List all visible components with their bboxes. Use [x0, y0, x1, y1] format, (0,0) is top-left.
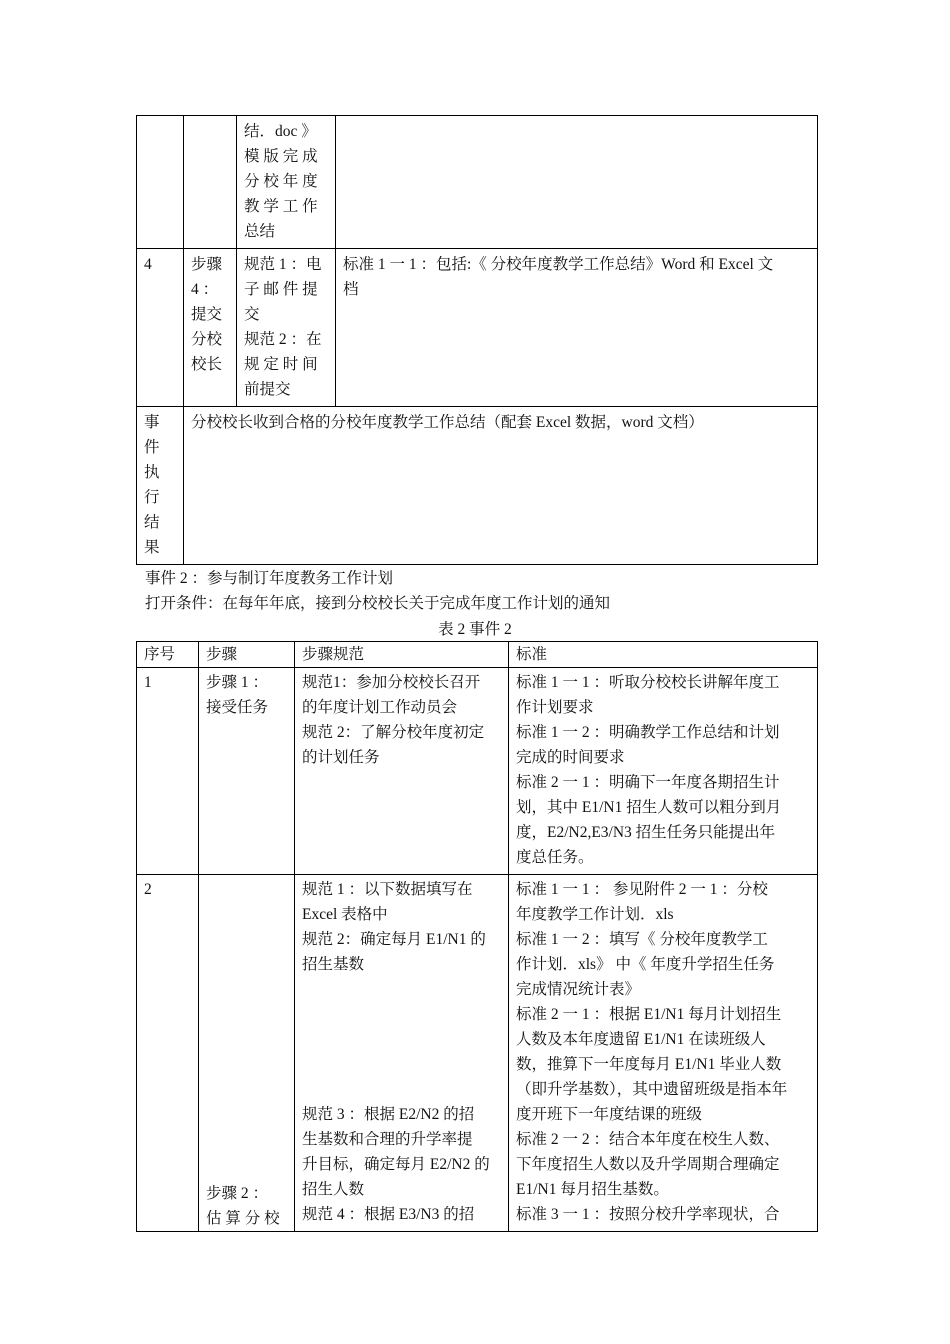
standard-line: 标准 1 一 1 ： 参见附件 2 一 1 ：分校 — [516, 881, 768, 898]
standard-line: 作计划．xls》 中《 年度升学招生任务 — [516, 956, 775, 973]
spec-line: 规 定 时 间 — [244, 356, 318, 373]
row-spec-cell — [295, 875, 509, 1232]
step-line: 估 算 分 校 — [206, 1210, 280, 1227]
result-label-char: 结 — [144, 514, 160, 531]
spec-line: 模 版 完 成 — [244, 148, 318, 165]
spec-line: 规范1：参加分校校长召开 — [302, 674, 481, 691]
step-line: 校长 — [191, 356, 223, 373]
result-label-char: 事 — [144, 414, 160, 431]
standard-line: 数，推算下一年度每月 E1/N1 毕业人数 — [516, 1056, 782, 1073]
header-spec: 步骤规范 — [295, 642, 509, 668]
standard-line: 完成情况统计表》 — [516, 981, 641, 998]
spec-line: 生基数和合理的升学率提 — [302, 1131, 473, 1148]
event2-title: 事件 2 ：参与制订年度教务工作计划 — [145, 570, 394, 587]
spec-line: 前提交 — [244, 381, 291, 398]
standard-line: 标准 1 一 1 ：听取分校校长讲解年度工 — [516, 674, 780, 691]
standard-line: 度总任务。 — [516, 849, 594, 866]
spec-line: 的年度计划工作动员会 — [302, 699, 458, 716]
spec-line: 规范 3 ：根据 E2/N2 的招 — [302, 1106, 475, 1123]
row-no-cell: 4 — [137, 249, 184, 407]
spec-line: 招生人数 — [302, 1181, 365, 1198]
step-line: 步骤 1 ： — [206, 674, 269, 691]
event2-open-condition: 打开条件：在每年年底，接到分校校长关于完成年度工作计划的通知 — [145, 595, 611, 612]
result-label-char: 件 — [144, 439, 160, 456]
spec-line: Excel 表格中 — [302, 906, 388, 923]
standard-line: 划，其中 E1/N1 招生人数可以粗分到月 — [516, 799, 782, 816]
standard-line: 完成的时间要求 — [516, 749, 625, 766]
table-row — [137, 116, 818, 249]
row-step-cell — [184, 116, 237, 249]
step-line: 步骤 — [191, 256, 223, 273]
spec-line: 交 — [244, 306, 260, 323]
step-line: 提交 — [191, 306, 223, 323]
standard-line: 标准 3 一 1 ：按照分校升学率现状，合 — [516, 1206, 780, 1223]
standard-line: 下年度招生人数以及升学周期合理确定 — [516, 1156, 780, 1173]
standard-line: 标准 2 一 2 ：结合本年度在校生人数、 — [516, 1131, 780, 1148]
standard-line: 标准 2 一 1 ：明确下一年度各期招生计 — [516, 774, 780, 791]
standard-line: 作计划要求 — [516, 699, 594, 716]
result-label-char: 果 — [144, 539, 160, 556]
row-no-cell: 2 — [137, 875, 199, 1232]
step-line: 4 ： — [191, 281, 219, 298]
spec-spacer — [302, 977, 501, 1102]
row-spec-cell — [237, 249, 336, 407]
standard-line: 标准 1 一 2 ：明确教学工作总结和计划 — [516, 724, 780, 741]
table2-caption: 表 2 事件 2 — [438, 621, 512, 638]
spec-line: 规范 2 ：在 — [244, 331, 322, 348]
standard-line: E1/N1 每月招生基数。 — [516, 1181, 669, 1198]
standard-line: 标准 1 一 1 ：包括:《 分校年度教学工作总结》Word 和 Excel 文 — [343, 256, 774, 273]
step-line: 分校 — [191, 331, 223, 348]
step-line: 步骤 2 ： — [206, 1185, 269, 1202]
standard-line: 人数及本年度遗留 E1/N1 在读班级人 — [516, 1031, 766, 1048]
header-standard: 标准 — [509, 642, 818, 668]
row-step-cell — [184, 249, 237, 407]
table-row — [137, 668, 818, 875]
row-spec-cell — [295, 668, 509, 875]
row-standard-cell — [336, 116, 818, 249]
spec-line: 教 学 工 作 — [244, 198, 318, 215]
result-text-cell: 分校校长收到合格的分校年度教学工作总结（配套 Excel 数据，word 文档） — [184, 407, 818, 565]
standard-line: （即升学基数），其中遗留班级是指本年 — [516, 1081, 788, 1098]
spec-line: 升目标，确定每月 E2/N2 的 — [302, 1156, 490, 1173]
row-standard-cell — [509, 875, 818, 1232]
row-step-cell — [199, 875, 295, 1232]
spec-line: 规范 2：确定每月 E1/N1 的 — [302, 931, 486, 948]
table-row — [137, 407, 818, 565]
standard-line: 标准 2 一 1 ：根据 E1/N1 每月计划招生 — [516, 1006, 782, 1023]
standard-line: 年度教学工作计划．xls — [516, 906, 674, 923]
table-row — [137, 249, 818, 407]
event1-table — [136, 115, 818, 565]
spec-line: 子 邮 件 提 — [244, 281, 318, 298]
spec-line: 规范 2：了解分校年度初定 — [302, 724, 485, 741]
spec-line: 结．doc 》 — [244, 123, 317, 140]
row-standard-cell — [336, 249, 818, 407]
row-no-cell: 1 — [137, 668, 199, 875]
row-step-cell — [199, 668, 295, 875]
spec-line: 分 校 年 度 — [244, 173, 318, 190]
row-standard-cell — [509, 668, 818, 875]
table-row — [137, 875, 818, 1232]
row-no-cell — [137, 116, 184, 249]
header-step: 步骤 — [199, 642, 295, 668]
spec-line: 招生基数 — [302, 956, 365, 973]
spec-line: 的计划任务 — [302, 749, 380, 766]
spec-line: 规范 1 ：以下数据填写在 — [302, 881, 473, 898]
result-label-cell — [137, 407, 184, 565]
header-no: 序号 — [137, 642, 199, 668]
event2-table — [136, 641, 818, 1232]
row-spec-cell — [237, 116, 336, 249]
standard-line: 度开班下一年度结课的班级 — [516, 1106, 703, 1123]
result-label-char: 行 — [144, 489, 160, 506]
spec-line: 总结 — [244, 223, 276, 240]
spec-line: 规范 4 ：根据 E3/N3 的招 — [302, 1206, 475, 1223]
spec-line: 规范 1 ：电 — [244, 256, 322, 273]
standard-line: 标准 1 一 2 ：填写《 分校年度教学工 — [516, 931, 768, 948]
standard-line: 档 — [343, 281, 359, 298]
result-label-char: 执 — [144, 464, 160, 481]
step-line: 接受任务 — [206, 699, 269, 716]
table-header-row — [137, 642, 818, 668]
standard-line: 度，E2/N2,E3/N3 招生任务只能提出年 — [516, 824, 776, 841]
